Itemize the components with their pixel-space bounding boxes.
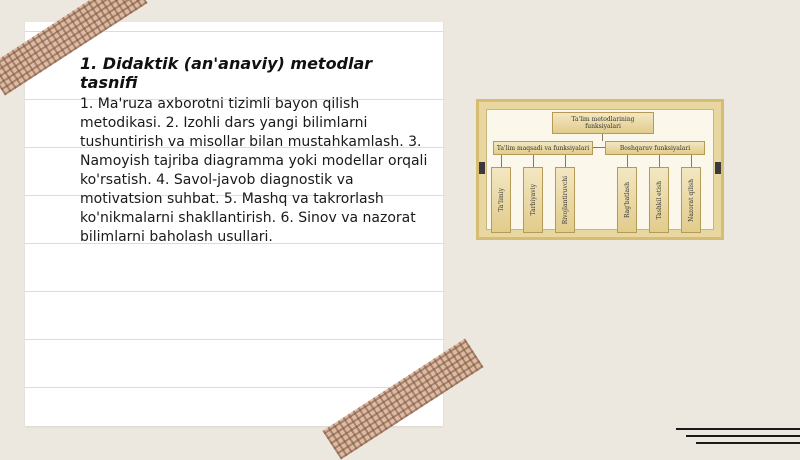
methods-diagram [476,99,724,240]
diagram-top-box [552,112,654,134]
diagram-top-label: Ta'lim metodlarining funksiyalari [571,116,635,130]
diagram-right-group-label: Boshqaruv funksiyalari [619,144,691,152]
connector-line [501,155,502,167]
connector-line [565,155,566,167]
decorative-line [686,435,800,437]
connector-line [533,155,534,167]
diagram-side-tab-left [479,162,485,174]
diagram-left-item-2 [523,167,543,233]
connector-line [602,134,603,141]
diagram-item-label: Tashkil etish [655,180,663,220]
decorative-line [696,442,800,444]
diagram-panel [486,109,714,230]
connector-line [627,155,628,167]
connector-line [691,155,692,167]
diagram-item-label: Nazorat qilish [687,178,695,222]
diagram-left-group-label: Ta'lim maqsadi va funksiyalari [496,144,590,152]
decorative-line [676,428,800,430]
diagram-item-label: Rivojlantiruvchi [561,175,569,225]
slide-title: 1. Didaktik (an'anaviy) metodlar tasnifi [80,54,373,92]
diagram-left-item-3 [555,167,575,233]
diagram-left-group-box [493,141,593,155]
diagram-right-item-3 [681,167,701,233]
diagram-item-label: Ta'limiy [497,188,505,212]
diagram-right-group-box [605,141,705,155]
diagram-side-tab-right [715,162,721,174]
connector-line [593,147,605,148]
diagram-left-item-1 [491,167,511,233]
diagram-item-label: Tarbiyaviy [529,184,537,216]
connector-line [659,155,660,167]
diagram-right-item-2 [649,167,669,233]
diagram-item-label: Rag'batlash [623,182,631,218]
diagram-right-item-1 [617,167,637,233]
slide-body-text: 1. Ma'ruza axborotni tizimli bayon qilish metodikasi. 2. Izohli dars yangi bilimlarni tushuntirish va misollar bilan mustahkamlash. 3. Namoyish tajriba diagramma yoki modellar orqali ko'rsatish. 4. Savol-javob diagnostik va motivatsion suhbat. 5. Mashq va takrorlash ko'nikmalarni shakllantirish. 6. Sinov va nazorat bilimlarni baholash usullari. [80,96,428,245]
